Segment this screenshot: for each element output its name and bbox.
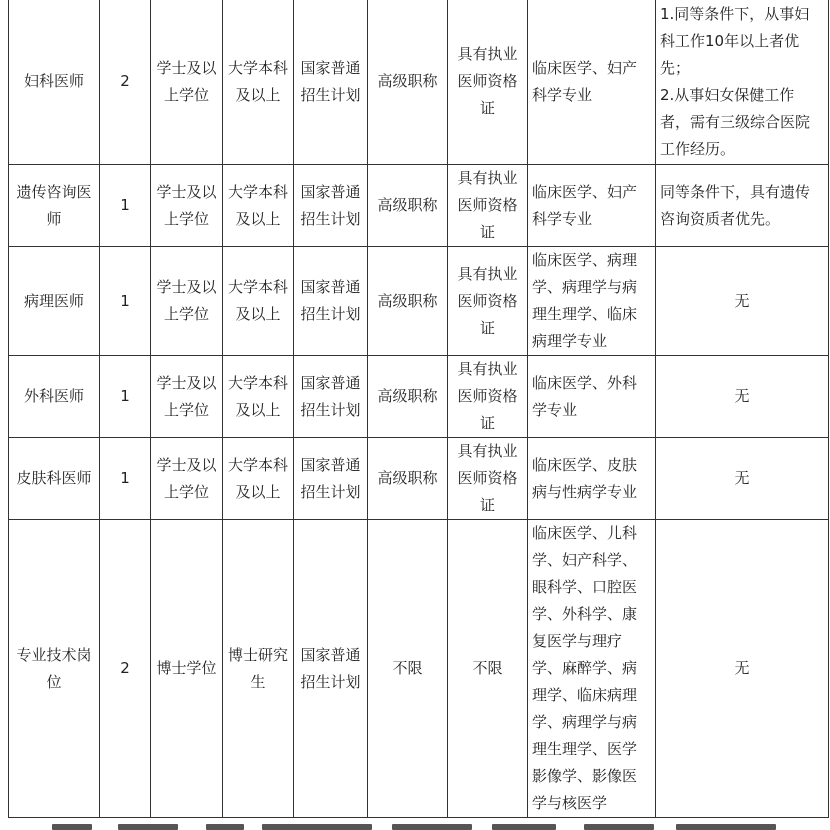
enrollment-cell: 国家普通招生计划: [294, 247, 368, 356]
degree-cell: 博士学位: [151, 520, 223, 818]
remarks-cell: 同等条件下，具有遗传咨询资质者优先。: [656, 165, 829, 247]
major-cell: 临床医学、外科学专业: [528, 356, 656, 438]
remarks-cell: 无: [656, 247, 829, 356]
degree-cell: 学士及以上学位: [151, 247, 223, 356]
major-cell: 临床医学、皮肤病与性病学专业: [528, 438, 656, 520]
table-row: [9, 0, 829, 165]
count-cell: 1: [100, 247, 151, 356]
cropped-glyph: [584, 824, 654, 830]
education-cell: 大学本科及以上: [223, 356, 294, 438]
education-cell: 大学本科及以上: [223, 247, 294, 356]
title-cell: 不限: [368, 520, 448, 818]
education-cell: 大学本科及以上: [223, 438, 294, 520]
qualification-cell: 具有执业医师资格证: [448, 0, 528, 165]
cropped-glyph: [392, 824, 472, 830]
cropped-glyph: [676, 824, 776, 830]
major-cell: 临床医学、儿科学、妇产科学、眼科学、口腔医学、外科学、康复医学与理疗学、麻醉学、病理学、临床病理学、病理学与病理生理学、医学影像学、影像医学与核医学: [528, 520, 656, 818]
education-cell: 博士研究生: [223, 520, 294, 818]
degree-cell: 学士及以上学位: [151, 165, 223, 247]
position-cell: 遗传咨询医师: [9, 165, 100, 247]
title-cell: 高级职称: [368, 438, 448, 520]
position-cell: 病理医师: [9, 247, 100, 356]
enrollment-cell: 国家普通招生计划: [294, 0, 368, 165]
recruitment-table: [8, 0, 829, 818]
table-row: [9, 356, 829, 438]
position-cell: 妇科医师: [9, 0, 100, 165]
remarks-cell: 无: [656, 438, 829, 520]
table-row: [9, 520, 829, 818]
degree-cell: 学士及以上学位: [151, 0, 223, 165]
enrollment-cell: 国家普通招生计划: [294, 520, 368, 818]
education-cell: 大学本科及以上: [223, 0, 294, 165]
qualification-cell: 具有执业医师资格证: [448, 438, 528, 520]
cropped-glyph: [52, 824, 92, 830]
count-cell: 2: [100, 0, 151, 165]
title-cell: 高级职称: [368, 0, 448, 165]
major-cell: 临床医学、妇产科学专业: [528, 165, 656, 247]
count-cell: 1: [100, 356, 151, 438]
major-cell: 临床医学、病理学、病理学与病理生理学、临床病理学专业: [528, 247, 656, 356]
remarks-cell: 无: [656, 520, 829, 818]
table-row: [9, 438, 829, 520]
remarks-cell: [656, 0, 829, 165]
table-row: [9, 165, 829, 247]
cropped-glyph: [118, 824, 178, 830]
education-cell: 大学本科及以上: [223, 165, 294, 247]
table-row: [9, 247, 829, 356]
position-cell: 外科医师: [9, 356, 100, 438]
count-cell: 1: [100, 438, 151, 520]
qualification-cell: 具有执业医师资格证: [448, 247, 528, 356]
cropped-glyph: [492, 824, 556, 830]
count-cell: 1: [100, 165, 151, 247]
cropped-glyph: [206, 824, 244, 830]
degree-cell: 学士及以上学位: [151, 438, 223, 520]
enrollment-cell: 国家普通招生计划: [294, 356, 368, 438]
degree-cell: 学士及以上学位: [151, 356, 223, 438]
title-cell: 高级职称: [368, 356, 448, 438]
position-cell: 皮肤科医师: [9, 438, 100, 520]
title-cell: 高级职称: [368, 165, 448, 247]
remarks-line: 2.从事妇女保健工作者，需有三级综合医院工作经历。: [660, 85, 811, 158]
remarks-cell: 无: [656, 356, 829, 438]
enrollment-cell: 国家普通招生计划: [294, 165, 368, 247]
cropped-text-line: [0, 822, 830, 830]
qualification-cell: 具有执业医师资格证: [448, 356, 528, 438]
remarks-line: 1.同等条件下，从事妇科工作10年以上者优先；: [660, 4, 810, 77]
major-cell: 临床医学、妇产科学专业: [528, 0, 656, 165]
qualification-cell: 具有执业医师资格证: [448, 165, 528, 247]
position-cell: 专业技术岗位: [9, 520, 100, 818]
cropped-glyph: [262, 824, 372, 830]
title-cell: 高级职称: [368, 247, 448, 356]
count-cell: 2: [100, 520, 151, 818]
enrollment-cell: 国家普通招生计划: [294, 438, 368, 520]
qualification-cell: 不限: [448, 520, 528, 818]
